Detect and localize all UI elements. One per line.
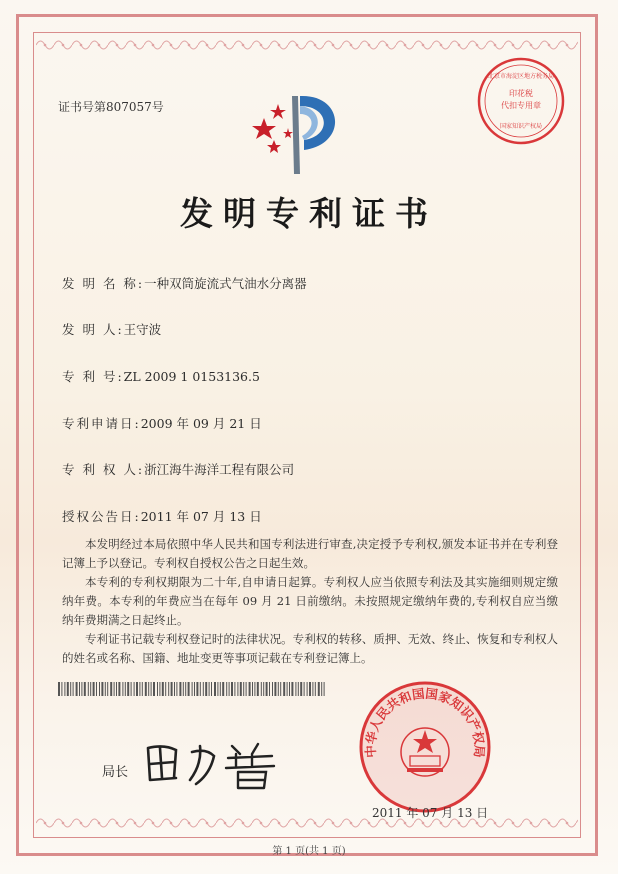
director-label: 局长 xyxy=(102,765,129,780)
paragraph-grant: 本发明经过本局依照中华人民共和国专利法进行审查,决定授予专利权,颁发本证书并在专利登记簿上予以登记。专利权自授权公告之日起生效。 xyxy=(62,537,558,570)
official-seal-label: 中华人民共和国国家知识产权局 xyxy=(362,685,488,759)
field-application-date: 专利申请日:2009 年 09 月 21 日 xyxy=(62,416,262,431)
field-invention-name: 发 明 名 称:一种双筒旋流式气油水分离器 xyxy=(62,276,307,291)
field-inventor: 发 明 人:王守波 xyxy=(62,322,162,337)
field-grant-date: 授权公告日:2011 年 07 月 13 日 xyxy=(62,509,262,524)
seal-date: 2011 年 07 月 13 日 xyxy=(372,806,489,820)
page-number: 第 1 页(共 1 页) xyxy=(272,846,346,857)
paragraph-term: 本专利的专利权期限为二十年,自申请日起算。专利权人应当依照专利法及其实施细则规定缴纳年费。本专利的年费应当在每年 09 月 21 日前缴纳。未按照规定缴纳年费的,专利权自应当缴纳年费期满之日起终止。 xyxy=(62,575,558,627)
paragraph-legal-status: 专利证书记载专利权登记时的法律状况。专利权的转移、质押、无效、终止、恢复和专利权人的姓名或名称、国籍、地址变更等事项记载在专利登记簿上。 xyxy=(62,632,558,665)
official-seal xyxy=(358,680,492,814)
bottom-ornament-band xyxy=(36,813,578,833)
svg-text:代扣专用章: 代扣专用章 xyxy=(501,101,541,110)
top-ornament-band xyxy=(36,35,578,55)
svg-text:北京市海淀区地方税务局: 北京市海淀区地方税务局 xyxy=(487,73,555,80)
svg-text:印花税: 印花税 xyxy=(509,89,533,98)
body-text xyxy=(62,535,558,668)
barcode xyxy=(58,682,328,696)
field-patentee: 专 利 权 人:浙江海牛海洋工程有限公司 xyxy=(62,462,295,477)
certificate-title: 发明专利证书 xyxy=(180,194,438,233)
tax-agency-stamp xyxy=(476,56,566,146)
director-signature xyxy=(140,734,280,790)
certificate-number: 证书号第807057号 xyxy=(58,100,164,114)
field-patent-number: 专 利 号:ZL 2009 1 0153136.5 xyxy=(62,369,260,384)
svg-text:国家知识产权局: 国家知识产权局 xyxy=(499,123,543,130)
patent-office-logo-icon xyxy=(248,84,358,176)
